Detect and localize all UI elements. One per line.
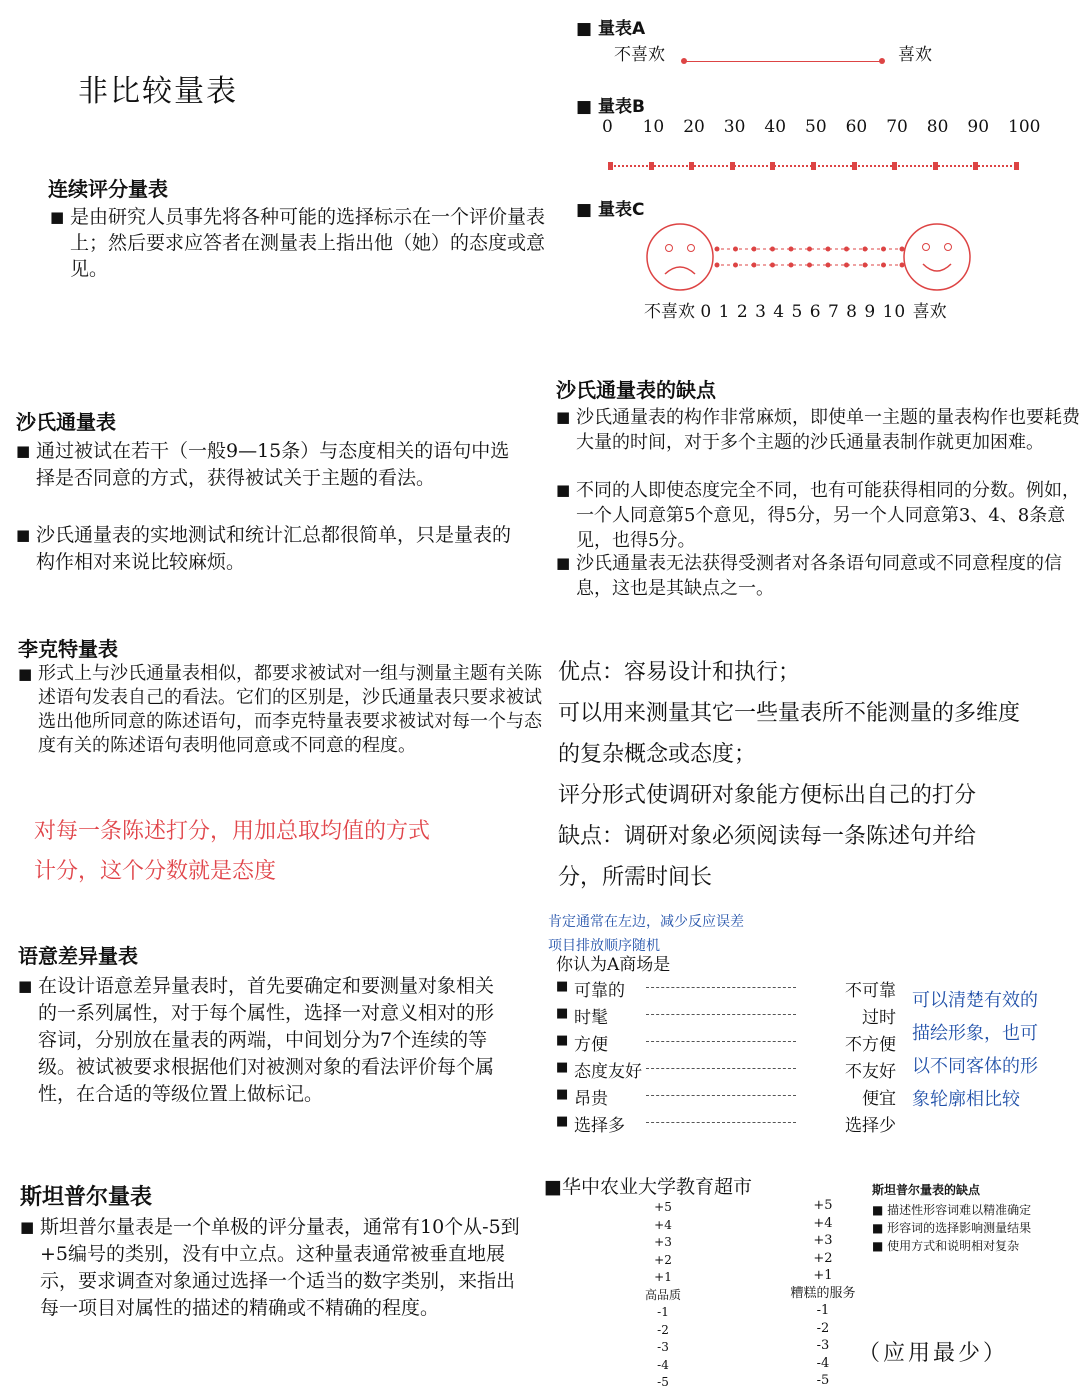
semantic-bullet: ■ 在设计语意差异量表时，首先要确定和要测量对象相关的一系列属性，对于每个属性，选择一对意义相对的形容词，分别放在量表的两端，中间划分为7个连续的等级。被试被要求根据他们对被测对象的看法评价每个属性，在合适的等级位置上做标记。 [18, 973, 504, 1108]
scale-b-dot [892, 162, 897, 170]
scale-c-dot [789, 247, 794, 252]
likert-bullet: ■ 形式上与沙氏通量表相似，都要求被试对一组与测量主题有关陈述语句发表自己的看法。它们的区别是，沙氏通量表只要求被试选出他所同意的陈述语句，而李克特量表要求被试对每一个与态度有关的陈述语句表明他同意或不同意的程度。 [18, 662, 552, 758]
semantic-side-note [912, 984, 1038, 1116]
scale-b-tick: 40 [764, 117, 787, 137]
semantic-row-left: ■ 时髦 [574, 1008, 608, 1028]
semantic-row [556, 976, 896, 1001]
stapel-column-1 [633, 1199, 693, 1392]
scale-c-label: ■ 量表C [576, 200, 645, 220]
semantic-side-line-3: 以不同客体的形 [912, 1056, 1038, 1077]
scale-c-dot [789, 263, 794, 268]
scale-b-tick: 0 [602, 117, 613, 137]
stapel-value: -1 [657, 1305, 669, 1319]
semantic-row [556, 1030, 896, 1055]
semantic-side-line-4: 象轮廓相比较 [912, 1089, 1020, 1110]
semantic-side-line-1: 可以清楚有效的 [912, 990, 1038, 1011]
scale-a-label: ■ 量表A [576, 19, 646, 39]
semantic-row [556, 1111, 896, 1136]
scale-c-graphic [645, 222, 975, 294]
scale-b-label: ■ 量表B [576, 97, 645, 117]
semantic-row-left: ■ 昂贵 [574, 1089, 608, 1109]
thurstone-cons-3: ■ 沙氏通量表无法获得受测者对各条语句同意或不同意程度的信息，这也是其缺点之一。 [556, 551, 1080, 601]
semantic-note-top-2: 项目排放顺序随机 [548, 938, 660, 954]
stapel-value: +5 [813, 1198, 833, 1213]
scale-b-tick: 30 [723, 117, 746, 137]
scale-b-tick: 10 [642, 117, 665, 137]
stapel-value: +1 [654, 1270, 672, 1284]
semantic-row-dashes [646, 1014, 796, 1015]
semantic-row [556, 1084, 896, 1109]
thurstone-cons-2: ■ 不同的人即使态度完全不同，也有可能获得相同的分数。例如，一个人同意第5个意见，得5分，另一个人同意第3、4、8条意见，也得5分。 [556, 478, 1080, 553]
stapel-cons-item: ■ 形容词的选择影响测量结果 [872, 1221, 1032, 1235]
scale-b-dot [973, 162, 978, 170]
sad-face-icon [647, 224, 713, 290]
scale-c-dot [807, 247, 812, 252]
likert-note-line-2: 可以用来测量其它一些量表所不能测量的多维度 [558, 701, 1021, 726]
scale-b-tick: 100 [1008, 117, 1041, 137]
stapel-bullet: ■ 斯坦普尔量表是一个单极的评分量表，通常有10个从-5到+5编号的类别，没有中立点。这种量表通常被垂直地展示，要求调查对象通过选择一个适当的数字类别，来指出每一项目对属性的描述的精确或不精确的程度。 [20, 1214, 520, 1322]
scale-b-tick: 70 [886, 117, 908, 137]
scale-c-dot [733, 247, 738, 252]
stapel-cons-heading: 斯坦普尔量表的缺点 [872, 1183, 981, 1197]
scale-a-right: 喜欢 [898, 45, 932, 65]
scale-b-dot [649, 162, 654, 170]
scale-b-tick: 90 [967, 117, 990, 137]
semantic-row-right: 不可靠 [845, 981, 896, 1001]
scale-b-dot [770, 162, 775, 170]
stapel-value: -2 [657, 1322, 669, 1337]
scale-c-dot [733, 263, 738, 268]
scale-c-dot [752, 263, 757, 268]
semantic-side-line-2: 描绘形象，也可 [912, 1023, 1038, 1044]
stapel-value: -5 [657, 1375, 669, 1389]
stapel-value: +4 [813, 1215, 833, 1231]
semantic-row-dashes [646, 1095, 796, 1096]
semantic-row-dashes [646, 987, 796, 988]
scale-b-dot [811, 162, 816, 170]
scale-c-dot [826, 263, 831, 268]
scale-c-dot [770, 247, 775, 252]
stapel-value: +1 [813, 1268, 833, 1283]
stapel-value: +2 [813, 1250, 833, 1266]
semantic-row-right: 选择少 [845, 1116, 896, 1136]
stapel-value: -4 [816, 1355, 830, 1371]
semantic-row-right: 不友好 [845, 1062, 896, 1082]
scale-b-tick: 50 [805, 117, 827, 137]
scale-b-tick: 60 [845, 117, 868, 137]
scale-c-dot [715, 263, 720, 268]
scale-a-dot-right [879, 58, 885, 64]
stapel-value: 高品质 [644, 1287, 681, 1302]
semantic-note-top-1: 肯定通常在左边，减少反应误差 [548, 914, 744, 930]
thurstone-cons-1: ■ 沙氏通量表的构作非常麻烦，即使单一主题的量表构作也要耗费大量的时间，对于多个主题的沙氏通量表制作就更加困难。 [556, 405, 1080, 455]
scale-c-dot [881, 247, 886, 252]
stapel-value: -5 [816, 1373, 830, 1388]
scale-c-dot [770, 263, 775, 268]
thurstone-cons-heading: 沙氏通量表的缺点 [556, 378, 716, 402]
stapel-column-2 [790, 1197, 856, 1390]
likert-note-line-3: 的复杂概念或态度； [558, 742, 757, 767]
stapel-cons-list [872, 1201, 1072, 1255]
scale-c-caption: 不喜欢 0 1 2 3 4 5 6 7 8 9 10 喜欢 [644, 302, 947, 322]
scale-c-dot [752, 247, 757, 252]
semantic-row-left: ■ 方便 [574, 1035, 608, 1055]
stapel-value: +3 [813, 1233, 833, 1248]
semantic-row-left: ■ 态度友好 [574, 1062, 642, 1082]
thurstone-heading: 沙氏通量表 [16, 410, 116, 434]
stapel-value: -1 [816, 1303, 830, 1318]
scale-b-ticks [600, 117, 1041, 139]
likert-note-line-6: 分，所需时间长 [558, 865, 713, 890]
stapel-cons-item: ■ 使用方式和说明相对复杂 [872, 1239, 1020, 1253]
semantic-row-dashes [646, 1041, 796, 1042]
stapel-value: +5 [654, 1200, 672, 1214]
stapel-value: +4 [654, 1217, 672, 1232]
stapel-example-title: ■华中农业大学教育超市 [544, 1176, 752, 1198]
scale-b-dot [608, 162, 613, 170]
semantic-row [556, 1057, 896, 1082]
likert-note-line-1: 优点：容易设计和执行； [558, 660, 801, 685]
stapel-value: -3 [657, 1340, 669, 1354]
semantic-row-dashes [646, 1068, 796, 1069]
scale-b-tick: 80 [926, 117, 949, 137]
scale-c-dot [715, 247, 720, 252]
happy-face-icon [904, 224, 970, 290]
scale-b-tick: 20 [683, 117, 705, 137]
scale-a-left: 不喜欢 [614, 45, 665, 65]
page-title: 非比较量表 [78, 74, 238, 109]
stapel-value: -4 [657, 1357, 669, 1372]
likert-heading: 李克特量表 [18, 637, 118, 661]
stapel-heading: 斯坦普尔量表 [20, 1185, 153, 1210]
semantic-row [556, 1003, 896, 1028]
scale-c-dot [826, 247, 831, 252]
scale-c-dot [863, 263, 868, 268]
semantic-row-right: 过时 [862, 1008, 896, 1028]
semantic-row-right: 便宜 [862, 1089, 896, 1109]
scale-c-dot [844, 247, 849, 252]
likert-notes [558, 652, 1074, 898]
likert-note-2: 计分，这个分数就是态度 [34, 859, 277, 884]
scale-a-line [684, 61, 882, 62]
stapel-value: +2 [654, 1252, 672, 1267]
stapel-cons-item: ■ 描述性形容词难以精准确定 [872, 1203, 1032, 1217]
scale-b-dot [852, 162, 857, 170]
scale-c-dot [844, 263, 849, 268]
semantic-row-left: ■ 选择多 [574, 1116, 625, 1136]
scale-b-line [610, 165, 1016, 167]
scale-b-dot [689, 162, 694, 170]
scale-b-dot [730, 162, 735, 170]
scale-c-dot [863, 247, 868, 252]
scale-b-dot [1014, 162, 1019, 170]
semantic-question: 你认为A商场是 [556, 955, 671, 975]
semantic-heading: 语意差异量表 [18, 944, 138, 968]
likert-note-1: 对每一条陈述打分，用加总取均值的方式 [34, 819, 431, 844]
semantic-row-dashes [646, 1122, 796, 1123]
semantic-row-right: 不方便 [845, 1035, 896, 1055]
scale-c-dot [807, 263, 812, 268]
scale-c-dot [900, 247, 905, 252]
scale-b-dot [933, 162, 938, 170]
likert-note-line-5: 缺点：调研对象必须阅读每一条陈述句并给 [558, 824, 977, 849]
stapel-least-note: （应用最少） [858, 1341, 1009, 1366]
scale-c-dot [900, 263, 905, 268]
thurstone-bullet-2: ■ 沙氏通量表的实地测试和统计汇总都很简单，只是量表的构作相对来说比较麻烦。 [16, 522, 516, 576]
thurstone-bullet-1: ■ 通过被试在若干（一般9—15条）与态度相关的语句中选择是否同意的方式，获得被试关于主题的看法。 [16, 438, 516, 492]
stapel-value: 糟糕的服务 [790, 1285, 856, 1301]
scale-c-dot [881, 263, 886, 268]
stapel-value: -3 [816, 1338, 830, 1353]
continuous-text: ■ 是由研究人员事先将各种可能的选择标示在一个评价量表上；然后要求应答者在测量表上指出他（她）的态度或意见。 [50, 204, 560, 282]
semantic-row-left: ■ 可靠的 [574, 981, 625, 1001]
continuous-heading: 连续评分量表 [48, 177, 168, 201]
scale-a-dot-left [681, 58, 687, 64]
stapel-value: -2 [816, 1320, 830, 1336]
likert-note-line-4: 评分形式使调研对象能方便标出自己的打分 [558, 783, 977, 808]
stapel-value: +3 [654, 1235, 672, 1249]
